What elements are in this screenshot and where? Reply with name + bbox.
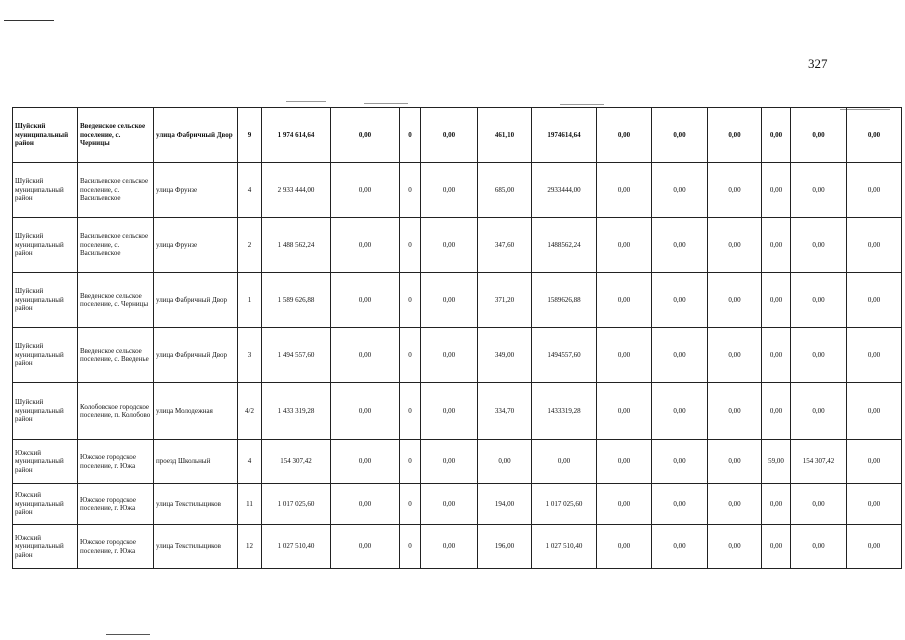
row-value: 0,00 <box>791 525 847 569</box>
row-count: 0 <box>400 273 421 328</box>
row-district: Шуйский муниципальный район <box>13 108 78 163</box>
row-value: 0,00 <box>597 440 652 484</box>
row-total-cost: 1 494 557,60 <box>262 328 331 383</box>
row-value: 0,00 <box>331 108 400 163</box>
row-settlement: Васильевское сельское поселение, с. Васильевское <box>78 218 154 273</box>
row-value: 0,00 <box>652 484 708 525</box>
scan-dash <box>364 103 408 104</box>
row-value: 0,00 <box>652 525 708 569</box>
row-count: 0 <box>400 163 421 218</box>
row-value: 0,00 <box>421 484 478 525</box>
row-value: 0,00 <box>791 383 847 440</box>
row-area: 194,00 <box>478 484 532 525</box>
row-value: 0,00 <box>421 525 478 569</box>
row-value: 0,00 <box>421 440 478 484</box>
row-value: 0,00 <box>597 383 652 440</box>
row-house-number: 12 <box>238 525 262 569</box>
row-sum: 1 027 510,40 <box>532 525 597 569</box>
scan-mark-bottom <box>106 634 150 635</box>
row-settlement: Введенское сельское поселение, с. Черницы <box>78 273 154 328</box>
row-value: 0,00 <box>708 383 762 440</box>
row-value: 0,00 <box>791 163 847 218</box>
row-value: 0,00 <box>762 383 791 440</box>
scan-mark-top <box>4 20 54 21</box>
row-district: Шуйский муниципальный район <box>13 383 78 440</box>
row-area: 461,10 <box>478 108 532 163</box>
row-street: улица Молодежная <box>154 383 238 440</box>
row-settlement: Колобовское городское поселение, п. Колобово <box>78 383 154 440</box>
row-street: улица Фабричный Двор <box>154 108 238 163</box>
scan-dash <box>286 101 326 102</box>
row-house-number: 1 <box>238 273 262 328</box>
row-value: 0,00 <box>847 108 902 163</box>
row-value: 154 307,42 <box>791 440 847 484</box>
row-district: Южский муниципальный район <box>13 440 78 484</box>
row-settlement: Южское городское поселение, г. Южа <box>78 525 154 569</box>
row-value: 0,00 <box>652 163 708 218</box>
row-sum: 1589626,88 <box>532 273 597 328</box>
row-value: 0,00 <box>421 383 478 440</box>
row-count: 0 <box>400 108 421 163</box>
row-street: проезд Школьный <box>154 440 238 484</box>
row-value: 0,00 <box>762 328 791 383</box>
table-row <box>13 273 902 328</box>
row-value: 0,00 <box>421 218 478 273</box>
table-row <box>13 108 902 163</box>
row-house-number: 4/2 <box>238 383 262 440</box>
row-value: 0,00 <box>847 273 902 328</box>
row-value: 0,00 <box>791 328 847 383</box>
row-value: 0,00 <box>762 218 791 273</box>
row-count: 0 <box>400 440 421 484</box>
row-sum: 1974614,64 <box>532 108 597 163</box>
row-value: 0,00 <box>708 108 762 163</box>
row-count: 0 <box>400 484 421 525</box>
row-value: 0,00 <box>652 108 708 163</box>
row-area: 0,00 <box>478 440 532 484</box>
row-value: 0,00 <box>597 525 652 569</box>
row-district: Шуйский муниципальный район <box>13 273 78 328</box>
row-value: 0,00 <box>652 440 708 484</box>
row-value: 0,00 <box>597 273 652 328</box>
row-total-cost: 1 433 319,28 <box>262 383 331 440</box>
row-value: 0,00 <box>708 328 762 383</box>
row-value: 0,00 <box>847 440 902 484</box>
row-sum: 2933444,00 <box>532 163 597 218</box>
row-count: 0 <box>400 218 421 273</box>
row-settlement: Введенское сельское поселение, с. Черницы <box>78 108 154 163</box>
row-value: 0,00 <box>708 273 762 328</box>
row-value: 0,00 <box>708 484 762 525</box>
table-row <box>13 328 902 383</box>
row-value: 0,00 <box>597 108 652 163</box>
row-value: 0,00 <box>762 108 791 163</box>
row-value: 0,00 <box>652 383 708 440</box>
row-value: 0,00 <box>597 218 652 273</box>
row-district: Шуйский муниципальный район <box>13 218 78 273</box>
row-value: 0,00 <box>331 383 400 440</box>
page-number: 327 <box>808 56 828 71</box>
row-sum: 1 017 025,60 <box>532 484 597 525</box>
row-value: 0,00 <box>708 525 762 569</box>
table-row <box>13 440 902 484</box>
row-value: 0,00 <box>652 273 708 328</box>
row-sum: 1494557,60 <box>532 328 597 383</box>
row-value: 0,00 <box>652 328 708 383</box>
row-district: Южский муниципальный район <box>13 484 78 525</box>
table-row <box>13 525 902 569</box>
row-value: 0,00 <box>652 218 708 273</box>
row-sum: 0,00 <box>532 440 597 484</box>
row-value: 0,00 <box>597 328 652 383</box>
row-value: 0,00 <box>847 484 902 525</box>
row-value: 0,00 <box>791 108 847 163</box>
data-table <box>12 107 902 569</box>
row-house-number: 4 <box>238 440 262 484</box>
row-street: улица Фрунзе <box>154 163 238 218</box>
row-value: 0,00 <box>791 484 847 525</box>
row-value: 0,00 <box>762 163 791 218</box>
row-street: улица Текстильщиков <box>154 525 238 569</box>
row-total-cost: 1 974 614,64 <box>262 108 331 163</box>
row-settlement: Васильевское сельское поселение, с. Васильевское <box>78 163 154 218</box>
row-street: улица Текстильщиков <box>154 484 238 525</box>
row-value: 0,00 <box>847 525 902 569</box>
row-value: 0,00 <box>331 484 400 525</box>
row-value: 0,00 <box>331 218 400 273</box>
row-area: 371,20 <box>478 273 532 328</box>
row-street: улица Фабричный Двор <box>154 328 238 383</box>
row-settlement: Введенское сельское поселение, с. Введенье <box>78 328 154 383</box>
row-street: улица Фабричный Двор <box>154 273 238 328</box>
row-total-cost: 154 307,42 <box>262 440 331 484</box>
row-value: 0,00 <box>421 108 478 163</box>
row-value: 0,00 <box>708 163 762 218</box>
scan-dash <box>560 104 604 105</box>
row-house-number: 4 <box>238 163 262 218</box>
row-sum: 1488562,24 <box>532 218 597 273</box>
row-street: улица Фрунзе <box>154 218 238 273</box>
row-value: 0,00 <box>421 163 478 218</box>
row-value: 0,00 <box>791 273 847 328</box>
row-value: 0,00 <box>847 383 902 440</box>
table-row <box>13 383 902 440</box>
row-district: Шуйский муниципальный район <box>13 328 78 383</box>
row-count: 0 <box>400 383 421 440</box>
row-value: 0,00 <box>762 273 791 328</box>
row-sum: 1433319,28 <box>532 383 597 440</box>
row-total-cost: 1 488 562,24 <box>262 218 331 273</box>
row-total-cost: 1 027 510,40 <box>262 525 331 569</box>
row-settlement: Южское городское поселение, г. Южа <box>78 484 154 525</box>
row-house-number: 3 <box>238 328 262 383</box>
row-count: 0 <box>400 328 421 383</box>
row-area: 334,70 <box>478 383 532 440</box>
row-district: Южский муниципальный район <box>13 525 78 569</box>
row-value: 0,00 <box>847 328 902 383</box>
row-value: 0,00 <box>597 484 652 525</box>
row-value: 0,00 <box>762 484 791 525</box>
row-value: 0,00 <box>791 218 847 273</box>
row-settlement: Южское городское поселение, г. Южа <box>78 440 154 484</box>
row-value: 0,00 <box>597 163 652 218</box>
table-row <box>13 218 902 273</box>
row-value: 0,00 <box>847 218 902 273</box>
row-value: 0,00 <box>331 440 400 484</box>
row-value: 0,00 <box>421 273 478 328</box>
row-house-number: 2 <box>238 218 262 273</box>
row-value: 0,00 <box>421 328 478 383</box>
row-value: 0,00 <box>762 525 791 569</box>
row-area: 196,00 <box>478 525 532 569</box>
row-value: 0,00 <box>331 273 400 328</box>
table-row <box>13 484 902 525</box>
row-value: 0,00 <box>708 218 762 273</box>
row-area: 347,60 <box>478 218 532 273</box>
row-total-cost: 1 017 025,60 <box>262 484 331 525</box>
row-value: 0,00 <box>331 163 400 218</box>
row-area: 685,00 <box>478 163 532 218</box>
row-house-number: 9 <box>238 108 262 163</box>
row-value: 0,00 <box>847 163 902 218</box>
row-district: Шуйский муниципальный район <box>13 163 78 218</box>
row-total-cost: 2 933 444,00 <box>262 163 331 218</box>
table-row <box>13 163 902 218</box>
row-value: 0,00 <box>331 525 400 569</box>
row-value: 59,00 <box>762 440 791 484</box>
row-value: 0,00 <box>331 328 400 383</box>
row-total-cost: 1 589 626,88 <box>262 273 331 328</box>
row-area: 349,00 <box>478 328 532 383</box>
row-count: 0 <box>400 525 421 569</box>
row-house-number: 11 <box>238 484 262 525</box>
row-value: 0,00 <box>708 440 762 484</box>
